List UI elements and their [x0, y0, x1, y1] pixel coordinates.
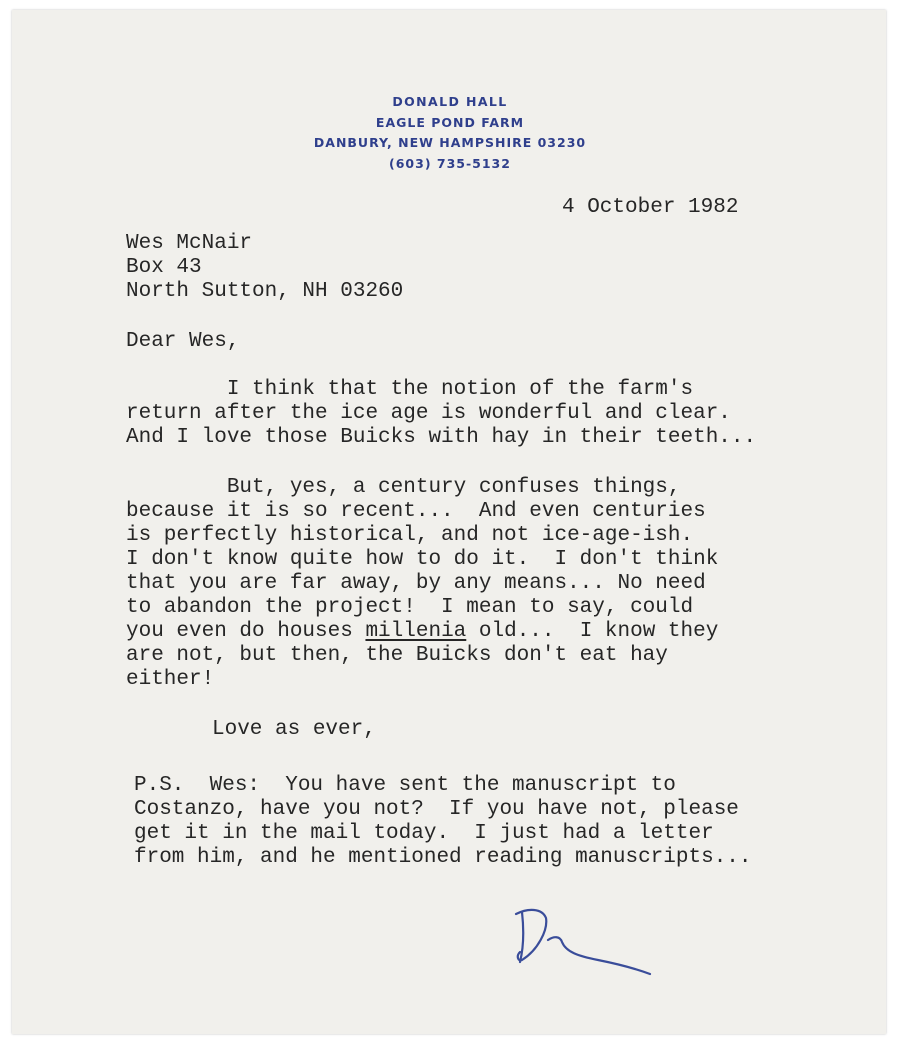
postscript-line: get it in the mail today. I just had a letter [134, 822, 714, 845]
paragraph-2 [126, 476, 718, 692]
body-line: is perfectly historical, and not ice-age-ish. [126, 524, 694, 547]
body-line [126, 620, 718, 644]
body-line: that you are far away, by any means... No need [126, 572, 706, 595]
letterhead-name: DONALD HALL [392, 94, 508, 109]
underlined-word: millenia [365, 620, 467, 643]
letterhead-farm: EAGLE POND FARM [375, 114, 525, 130]
recipient-name: Wes McNair [126, 232, 253, 255]
body-text: you even do houses [126, 620, 366, 643]
postscript-line: from him, and he mentioned reading manuscripts... [134, 846, 752, 869]
letterhead-phone: (603) 735-5132 [389, 155, 511, 171]
body-line: And I love those Buicks with hay in their teeth... [126, 426, 757, 449]
paragraph-1 [126, 378, 756, 450]
postscript-line: Costanzo, have you not? If you have not, please [134, 798, 739, 821]
body-line: I think that the notion of the farm's [126, 378, 694, 401]
letter-date: 4 October 1982 [562, 196, 739, 219]
closing: Love as ever, [212, 718, 376, 741]
salutation: Dear Wes, [126, 330, 240, 353]
body-line: because it is so recent... And even centuries [126, 500, 706, 523]
recipient-city: North Sutton, NH 03260 [126, 280, 404, 303]
postscript-line: P.S. Wes: You have sent the manuscript to [134, 774, 676, 797]
handwritten-signature [508, 900, 658, 990]
body-line: either! [126, 668, 215, 691]
body-text: old... I know they [466, 620, 719, 643]
body-line: are not, but then, the Buicks don't eat hay [126, 644, 668, 667]
recipient-box: Box 43 [126, 256, 202, 279]
body-line: I don't know quite how to do it. I don't think [126, 548, 719, 571]
recipient-address [126, 232, 403, 304]
letterhead-address: DANBURY, NEW HAMPSHIRE 03230 [313, 135, 587, 150]
letterhead [0, 92, 900, 174]
body-line: to abandon the project! I mean to say, could [126, 596, 694, 619]
body-line: return after the ice age is wonderful and clear. [126, 402, 731, 425]
postscript [134, 774, 752, 870]
signature-stroke [516, 910, 650, 974]
body-line: But, yes, a century confuses things, [126, 476, 681, 499]
